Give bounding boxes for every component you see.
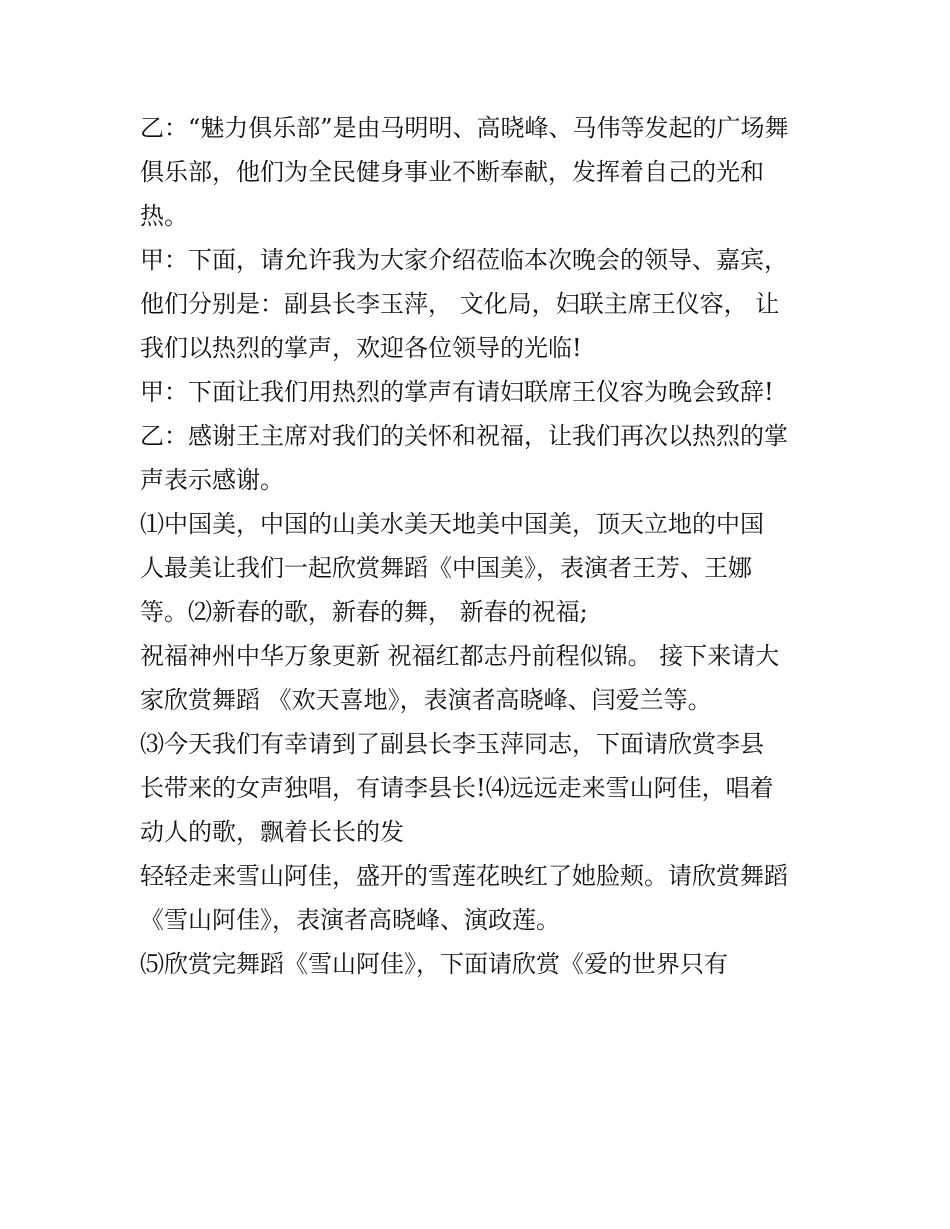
text-line: ⑶今天我们有幸请到了副县长李玉萍同志，下面请欣赏李县 bbox=[140, 730, 764, 758]
text-line: 长带来的女声独唱，有请李县长!⑷远远走来雪山阿佳，唱着 bbox=[140, 774, 774, 802]
text-line: 俱乐部，他们为全民健身事业不断奉献，发挥着自己的光和 bbox=[140, 158, 764, 186]
text-line: ⑸欣赏完舞蹈《雪山阿佳》，下面请欣赏《爱的世界只有 bbox=[140, 950, 728, 978]
text-line: 《雪山阿佳》，表演者高晓峰、演政莲。 bbox=[140, 906, 560, 934]
text-line: 祝福神州中华万象更新 祝福红都志丹前程似锦。 接下来请大 bbox=[140, 642, 780, 670]
text-line: 轻轻走来雪山阿佳，盛开的雪莲花映红了她脸颊。请欣赏舞蹈 bbox=[140, 862, 788, 890]
text-line: 声表示感谢。 bbox=[140, 466, 284, 494]
text-line: 人最美让我们一起欣赏舞蹈《中国美》，表演者王芳、王娜 bbox=[140, 554, 752, 582]
text-line: 甲：下面让我们用热烈的掌声有请妇联席王仪容为晚会致辞! bbox=[140, 378, 774, 406]
document-body bbox=[140, 106, 820, 986]
text-line: 乙：感谢王主席对我们的关怀和祝福，让我们再次以热烈的掌 bbox=[140, 422, 788, 450]
text-line: 他们分别是：副县长李玉萍， 文化局，妇联主席王仪容， 让 bbox=[140, 290, 780, 318]
text-line: 甲：下面，请允许我为大家介绍莅临本次晚会的领导、嘉宾， bbox=[140, 246, 788, 274]
text-line: 我们以热烈的掌声，欢迎各位领导的光临! bbox=[140, 334, 582, 362]
text-line: 热。 bbox=[140, 202, 188, 230]
text-line: 动人的歌，飘着长长的发 bbox=[140, 818, 404, 846]
text-line: ⑴中国美，中国的山美水美天地美中国美，顶天立地的中国 bbox=[140, 510, 764, 538]
text-line: 乙：“魅力俱乐部”是由马明明、高晓峰、马伟等发起的广场舞 bbox=[140, 114, 789, 142]
text-line: 家欣赏舞蹈 《欢天喜地》，表演者高晓峰、闫爱兰等。 bbox=[140, 686, 712, 714]
text-line: 等。⑵新春的歌，新春的舞， 新春的祝福; bbox=[140, 598, 588, 626]
